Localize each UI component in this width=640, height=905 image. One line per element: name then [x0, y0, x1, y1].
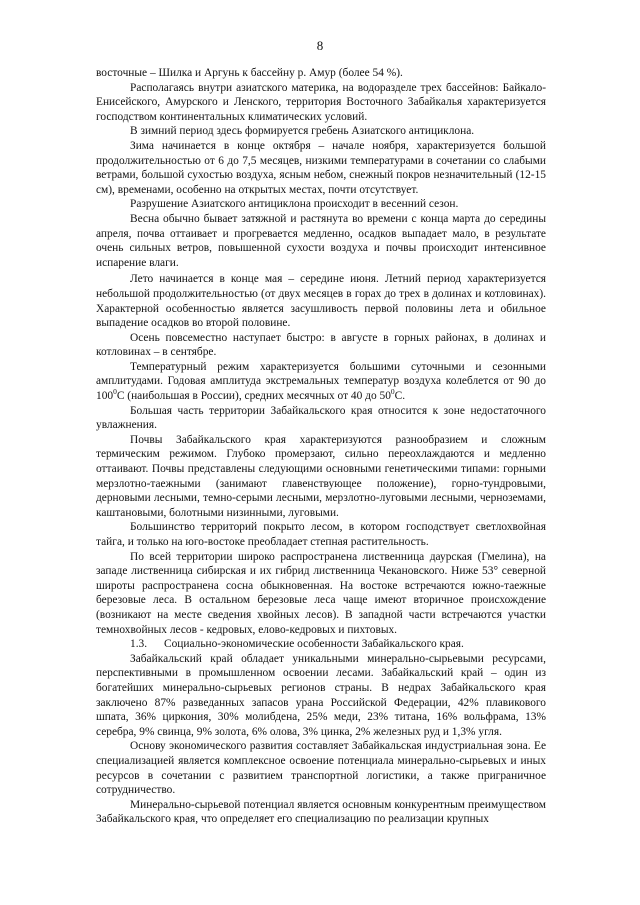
- paragraph: Минерально-сырьевой потенциал является основным конкурентным преимуществом Забайкальского края, что определяет его специализацию по реализации крупных: [96, 798, 546, 826]
- paragraph: Весна обычно бывает затяжной и растянута во времени с конца марта до середины апреля, почва оттаивает и прогревается медленно, осадков выпадает мало, в результате очень сильных ветров, повышенной сухости воздуха и почвы происходит интенсивное испарение влаги.: [96, 212, 546, 269]
- text-run: С (наибольшая в России), средних месячных от 40 до 50: [116, 390, 391, 403]
- paragraph: восточные – Шилка и Аргунь к бассейну р. Амур (более 54 %).: [96, 67, 403, 79]
- paragraph: Осень повсеместно наступает быстро: в августе в горных районах, в долинах и котловинах – в сентябре.: [96, 331, 546, 359]
- temperature-paragraph: [96, 360, 546, 404]
- page-number: 8: [316, 38, 324, 53]
- paragraph: Основу экономического развития составляет Забайкальская индустриальная зона. Ее специализацией является комплексное освоение потенциала минерально-сырьевых и иных ресурсов в сочетании с развитием транспортной логистики, а также приграничное сотрудничество.: [96, 740, 546, 797]
- paragraph: По всей территории широко распространена лиственница даурская (Гмелина), на западе лиственница сибирская и их гибрид лиственница Чекановского. Ниже 53° северной широты распространена сосна обыкновенная. На востоке встречаются южно-таежные березовые леса. В остальном березовые леса чаще имеют вторичное происхождение (возникают на месте сведения хвойных лесов). В западной части встречаются участки темнохвойных лесов - кедровых, елово-кедровых и пихтовых.: [96, 550, 546, 636]
- paragraph: Большая часть территории Забайкальского края относится к зоне недостаточного увлажнения.: [96, 404, 546, 432]
- paragraph: Почвы Забайкальского края характеризуются разнообразием и сложным термическим режимом. Глубоко промерзают, сильно переохлаждаются и медленно оттаивают. Почвы представлены следующими основными генетическими типами: горными мерзлотно-таежными (занимают главенствующее положение), горно-тундровыми, дерновыми лесными, темно-серыми лесными, мерзлотно-луговыми лесными, черноземами, каштановыми, болотными низинными, луговыми.: [96, 433, 546, 519]
- section-heading: [96, 637, 546, 652]
- paragraph: Лето начинается в конце мая – середине июня. Летний период характеризуется небольшой продолжительностью (от двух месяцев в горах до трех в долинах и котловинах). Характерной особенностью является засушливость первой половины лета и обильное выпадение осадков во второй половине.: [96, 273, 546, 330]
- section-number: 1.3.: [130, 638, 148, 651]
- degree-superscript: 0: [113, 387, 117, 397]
- text-run: С.: [394, 390, 406, 403]
- paragraph: Большинство территорий покрыто лесом, в котором господствует светлохвойная тайга, и только на юго-востоке преобладает степная растительность.: [96, 521, 546, 548]
- paragraph: В зимний период здесь формируется гребень Азиатского антициклона.: [130, 125, 475, 138]
- paragraph: Забайкальский край обладает уникальными минерально-сырьевыми ресурсами, перспективными в промышленном освоении лесами. Забайкальский край – один из богатейших минерально-сырьевых регионов страны. В недрах Забайкальского края заключено 87% разведанных запасов урана Российской Федерации, 42% плавикового шпата, 36% циркония, 30% молибдена, 25% меди, 23% титана, 16% вольфрама, 13% серебра, 9% свинца, 9% золота, 6% олова, 3% цинка, 2% железных руд и 1,3% угля.: [96, 652, 546, 738]
- document-body: [96, 66, 546, 827]
- paragraph: Разрушение Азиатского антициклона происходит в весенний сезон.: [130, 198, 459, 211]
- degree-superscript: 0: [390, 387, 395, 397]
- paragraph: Располагаясь внутри азиатского материка, на водоразделе трех бассейнов: Байкало-Енисейского, Амурского и Ленского, территория Восточного Забайкалья характеризуется господством континентальных климатических условий.: [96, 81, 546, 123]
- text-run: Температурный режим характеризуется большими суточными и сезонными амплитудами. Годовая амплитуда экстремальных температур воздуха колеблется от 90 до 100: [96, 360, 546, 403]
- section-title: Социально-экономические особенности Забайкальского края.: [164, 638, 464, 651]
- paragraph: Зима начинается в конце октября – начале ноября, характеризуется большой продолжительностью от 6 до 7,5 месяцев, низкими температурами в сочетании со слабыми ветрами, большой сухостью воздуха, ясным небом, снежный покров незначительный (12-15 см), временами, особенно на открытых местах, почти отсутствует.: [96, 139, 546, 196]
